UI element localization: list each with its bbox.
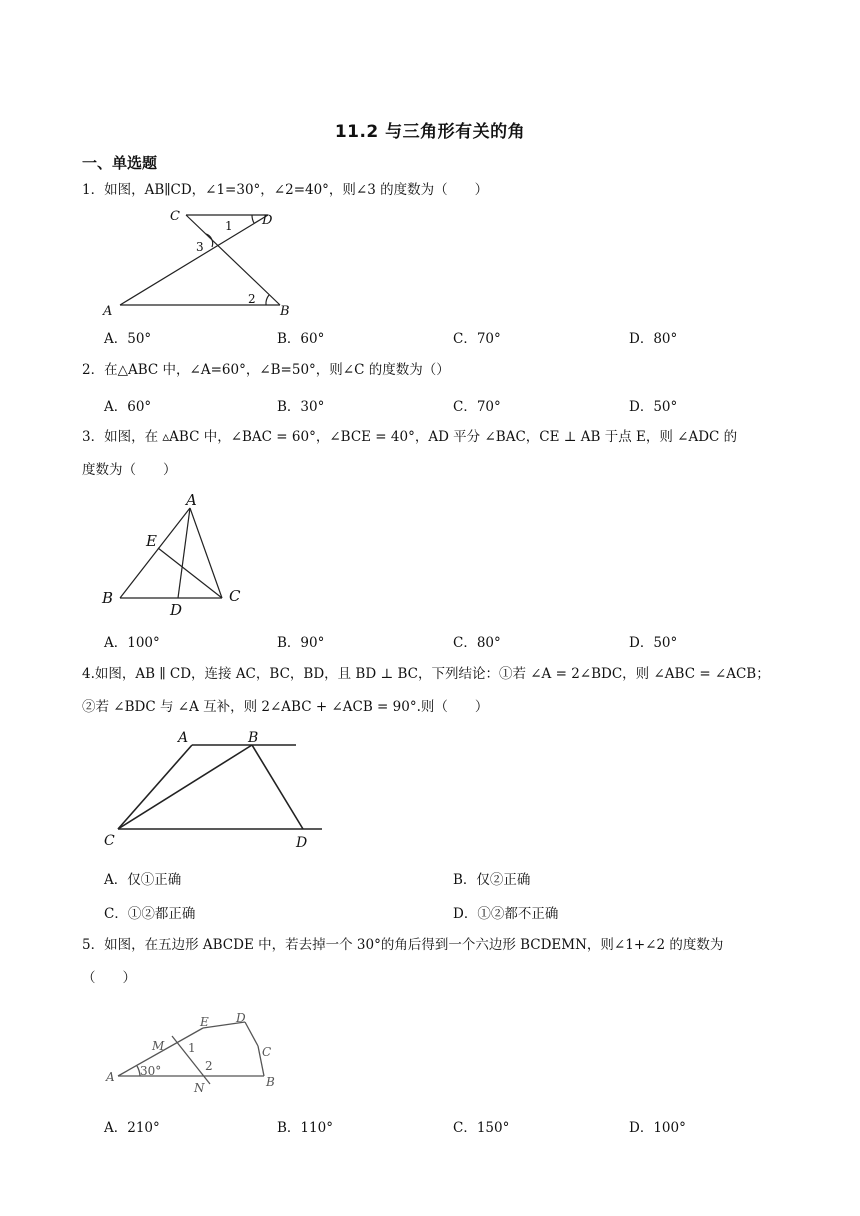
line-ac	[118, 745, 192, 829]
label-b: B	[102, 589, 114, 607]
question-4-figure	[100, 727, 330, 852]
section-heading: 一、单选题	[82, 154, 158, 172]
label-d: D	[296, 835, 308, 851]
label-c: C	[262, 1045, 272, 1059]
label-d: D	[170, 601, 183, 619]
label-m: M	[152, 1039, 165, 1053]
question-4-stem-line-2: ②若 ∠BDC 与 ∠A 互补，则 2∠ABC + ∠ACB = 90°.则（ ）	[82, 699, 489, 715]
label-d: D	[236, 1011, 246, 1025]
label-a: A	[178, 730, 189, 746]
question-2-option-d[interactable]: D．50°	[629, 399, 678, 415]
label-a: A	[106, 1070, 115, 1084]
question-4-stem-line-1: 4.如图，AB ∥ CD，连接 AC，BC，BD，且 BD ⊥ BC，下列结论：①若 ∠A = 2∠BDC，则 ∠ABC = ∠ACB；	[82, 666, 770, 682]
question-3-option-c[interactable]: C．80°	[453, 635, 501, 651]
question-5-figure	[100, 1008, 290, 1093]
label-b: B	[266, 1075, 275, 1089]
question-3-stem-line-2: 度数为（ ）	[82, 462, 177, 478]
angle-1-arc	[252, 215, 254, 223]
page-title: 11.2 与三角形有关的角	[334, 122, 526, 142]
label-a: A	[103, 304, 113, 319]
question-3-figure	[98, 490, 258, 620]
angle-3-arc	[206, 234, 213, 247]
question-5-option-c[interactable]: C．150°	[453, 1120, 510, 1136]
label-angle-1: 1	[225, 219, 233, 233]
question-3-option-b[interactable]: B．90°	[277, 635, 325, 651]
label-n: N	[194, 1081, 205, 1093]
line-ad	[120, 215, 268, 305]
question-3-stem-line-1: 3．如图，在 ▵ABC 中，∠BAC = 60°，∠BCE = 40°，AD 平分 ∠BAC，CE ⊥ AB 于点 E，则 ∠ADC 的	[82, 429, 738, 445]
label-b: B	[248, 730, 259, 746]
question-1-stem: 1．如图，AB∥CD，∠1=30°，∠2=40°，则∠3 的度数为（ ）	[82, 182, 489, 198]
label-c: C	[104, 833, 115, 849]
question-2-option-c[interactable]: C．70°	[453, 399, 501, 415]
line-bc	[118, 745, 252, 829]
question-1-figure	[100, 205, 310, 320]
question-4-option-b[interactable]: B．仅②正确	[453, 872, 531, 888]
question-5-stem-line-2: （ ）	[82, 970, 136, 986]
question-5-stem-line-1: 5．如图，在五边形 ABCDE 中，若去掉一个 30°的角后得到一个六边形 BCDEMN，则∠1+∠2 的度数为	[82, 937, 724, 953]
label-a: A	[186, 491, 197, 509]
line-bd	[252, 745, 303, 829]
question-1-option-b[interactable]: B．60°	[277, 331, 325, 347]
question-3-option-a[interactable]: A．100°	[104, 635, 160, 651]
label-d: D	[262, 213, 273, 228]
question-5-option-d[interactable]: D．100°	[629, 1120, 686, 1136]
question-4-option-d[interactable]: D．①②都不正确	[453, 906, 559, 922]
label-c: C	[170, 209, 180, 224]
question-2-stem: 2．在△ABC 中，∠A=60°，∠B=50°，则∠C 的度数为（）	[82, 362, 450, 378]
line-ce	[158, 548, 222, 598]
label-b: B	[280, 304, 290, 319]
question-2-option-b[interactable]: B．30°	[277, 399, 325, 415]
question-3-option-d[interactable]: D．50°	[629, 635, 678, 651]
label-c: C	[229, 587, 241, 605]
line-cd	[245, 1022, 258, 1046]
question-4-option-a[interactable]: A．仅①正确	[104, 872, 182, 888]
angle-2-arc	[266, 295, 269, 305]
question-1-option-d[interactable]: D．80°	[629, 331, 678, 347]
question-1-option-a[interactable]: A．50°	[104, 331, 152, 347]
question-1-option-c[interactable]: C．70°	[453, 331, 501, 347]
question-4-option-c[interactable]: C．①②都正确	[104, 906, 196, 922]
label-angle-3: 3	[196, 240, 204, 254]
label-angle-2: 2	[205, 1059, 213, 1073]
line-ac	[190, 508, 222, 598]
label-e: E	[200, 1015, 209, 1029]
question-5-option-a[interactable]: A．210°	[104, 1120, 160, 1136]
question-2-option-a[interactable]: A．60°	[104, 399, 152, 415]
label-angle-30: 30°	[140, 1064, 162, 1078]
question-5-option-b[interactable]: B．110°	[277, 1120, 333, 1136]
label-e: E	[146, 532, 157, 550]
label-angle-1: 1	[188, 1041, 196, 1055]
label-angle-2: 2	[248, 292, 256, 306]
line-cb	[186, 215, 280, 305]
